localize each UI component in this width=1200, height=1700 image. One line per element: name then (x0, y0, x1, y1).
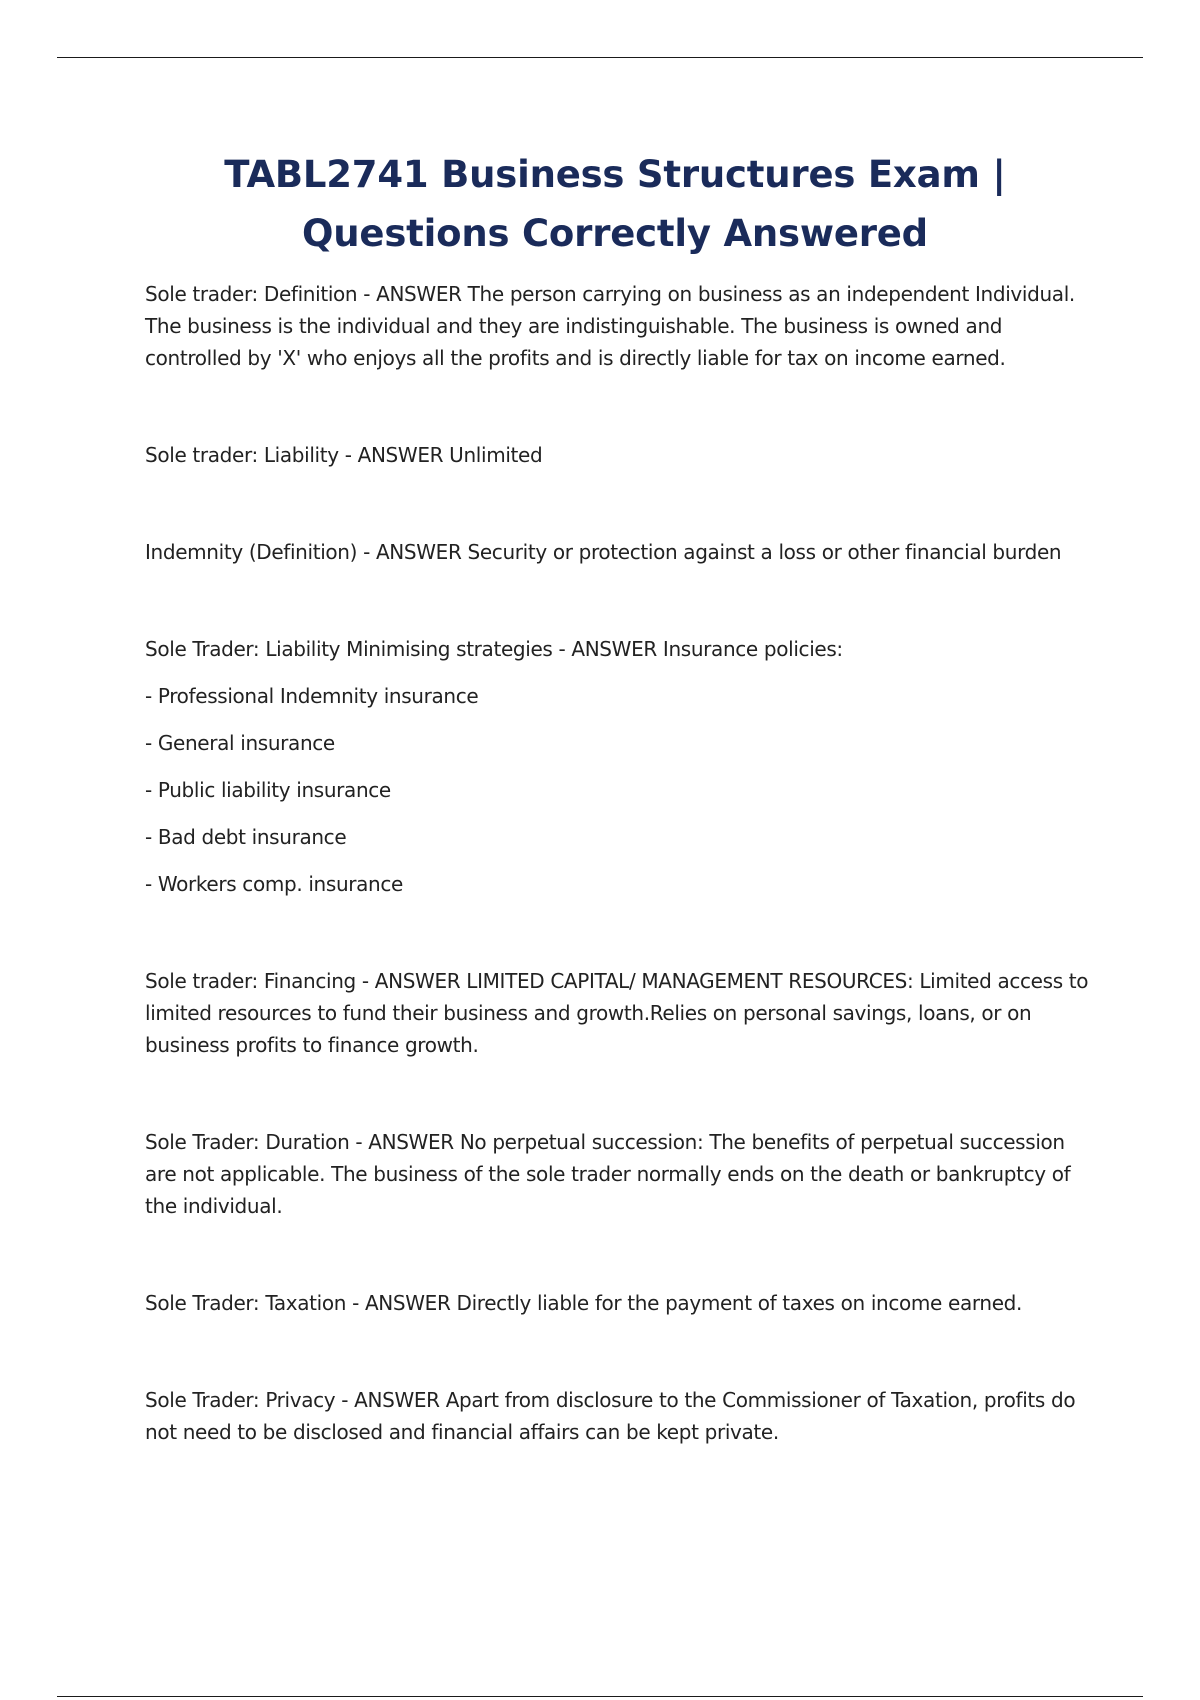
document-body (145, 278, 1095, 1448)
entry-sole-trader-taxation: Sole Trader: Taxation - ANSWER Directly liable for the payment of taxes on income earned. (145, 1291, 1023, 1315)
list-item: - Professional Indemnity insurance (145, 684, 479, 708)
entry-liability-minimising-intro: Sole Trader: Liability Minimising strategies - ANSWER Insurance policies: (145, 637, 843, 661)
footer-rule (57, 1696, 1143, 1697)
entry-sole-trader-liability: Sole trader: Liability - ANSWER Unlimited (145, 443, 543, 467)
entry-sole-trader-duration: Sole Trader: Duration - ANSWER No perpetual succession: The benefits of perpetual succession are not applicable. The business of the sole trader normally ends on the death or bankruptcy of the individual. (145, 1130, 1071, 1218)
list-item: - Workers comp. insurance (145, 872, 403, 896)
entry-sole-trader-definition: Sole trader: Definition - ANSWER The person carrying on business as an independent Individual. The business is the individual and they are indistinguishable. The business is owned and controlled by 'X' who enjoys all the profits and is directly liable for tax on income earned. (145, 282, 1075, 370)
header-rule (57, 57, 1143, 58)
list-item: - General insurance (145, 731, 335, 755)
entry-sole-trader-privacy: Sole Trader: Privacy - ANSWER Apart from disclosure to the Commissioner of Taxation, profits do not need to be disclosed and financial affairs can be kept private. (145, 1388, 1076, 1444)
entry-sole-trader-financing: Sole trader: Financing - ANSWER LIMITED CAPITAL/ MANAGEMENT RESOURCES: Limited access to limited resources to fund their business and growth.Relies on personal savings, loans, or on business profits to finance growth. (145, 969, 1089, 1057)
list-item: - Bad debt insurance (145, 825, 347, 849)
entry-indemnity-definition: Indemnity (Definition) - ANSWER Security or protection against a loss or other financial burden (145, 540, 1062, 564)
document-title: TABL2741 Business Structures Exam | Questions Correctly Answered (224, 153, 1006, 255)
list-item: - Public liability insurance (145, 778, 391, 802)
